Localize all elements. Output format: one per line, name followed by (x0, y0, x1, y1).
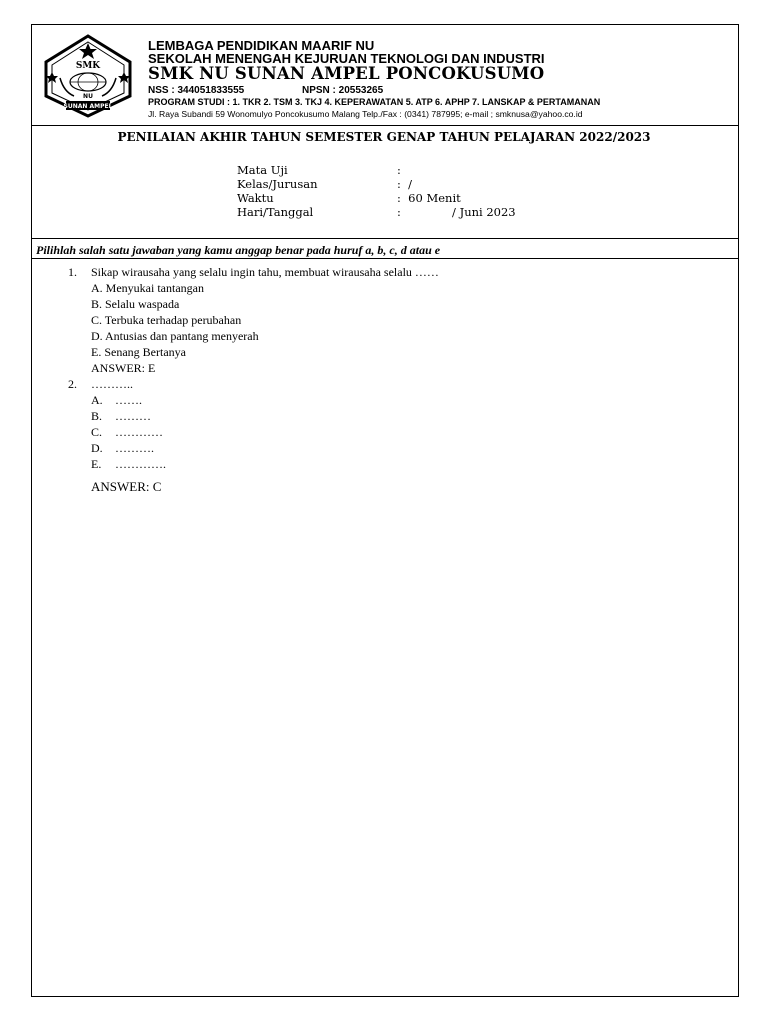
option-text-e: …………. (115, 457, 166, 471)
option-d: D. Antusias dan pantang menyerah (91, 329, 259, 343)
option-c: C. Terbuka terhadap perubahan (91, 313, 242, 327)
school-logo (42, 34, 134, 118)
answer-key: ANSWER: C (91, 479, 162, 494)
option-text-a: ……. (115, 393, 142, 407)
field-label-subject: Mata Uji (237, 163, 288, 177)
exam-title: PENILAIAN AKHIR TAHUN SEMESTER GENAP TAHUN PELAJARAN 2022/2023 (117, 130, 651, 144)
field-label-time: Waktu (237, 191, 274, 205)
svg-text:SMK: SMK (75, 61, 101, 71)
school-name: SMK NU SUNAN AMPEL PONCOKUSUMO (148, 64, 545, 83)
option-a: A. Menyukai tantangan (91, 281, 204, 295)
instruction-divider (31, 258, 739, 259)
field-label-date: Hari/Tanggal (237, 205, 314, 219)
option-text-c: ………… (115, 425, 163, 439)
option-b: B. Selalu waspada (91, 297, 180, 311)
option-text-d: ………. (115, 441, 154, 455)
question-text: ……….. (91, 377, 133, 391)
question-number: 2. (68, 377, 77, 391)
option-letter-c: C. (91, 425, 103, 439)
question-text: Sikap wirausaha yang selalu ingin tahu, membuat wirausaha selalu …… (91, 265, 439, 279)
option-letter-d: D. (91, 441, 103, 455)
field-label-class: Kelas/Jurusan (237, 177, 318, 191)
meta-divider (31, 238, 739, 239)
svg-text:SUNAN AMPEL: SUNAN AMPEL (63, 103, 113, 110)
nss-number: NSS : 344051833555 (148, 85, 245, 96)
page-border (31, 24, 739, 997)
option-text-b: ……… (115, 409, 151, 423)
study-programs: PROGRAM STUDI : 1. TKR 2. TSM 3. TKJ 4. KEPERAWATAN 5. ATP 6. APHP 7. LANSKAP & PERTAMANAN (148, 97, 601, 107)
npsn-number: NPSN : 20553265 (302, 85, 384, 96)
option-letter-b: B. (91, 409, 103, 423)
field-value-class: : / (397, 177, 413, 191)
school-type: SEKOLAH MENENGAH KEJURUAN TEKNOLOGI DAN INDUSTRI (148, 51, 545, 66)
option-letter-e: E. (91, 457, 102, 471)
answer-key: ANSWER: E (91, 361, 156, 375)
option-letter-a: A. (91, 393, 103, 407)
option-e: E. Senang Bertanya (91, 345, 186, 359)
institution-name: LEMBAGA PENDIDIKAN MAARIF NU (148, 38, 375, 53)
field-value-time: : 60 Menit (397, 191, 461, 205)
instruction-text: Pilihlah salah satu jawaban yang kamu anggap benar pada huruf a, b, c, d atau e (36, 243, 441, 257)
question-number: 1. (68, 265, 77, 279)
school-address: Jl. Raya Subandi 59 Wonomulyo Poncokusumo Malang Telp./Fax : (0341) 787995; e-mail ; smknusa@yahoo.co.id (148, 109, 583, 119)
field-value-date: : / Juni 2023 (397, 205, 516, 219)
field-value-subject: : (397, 163, 401, 177)
svg-text:NU: NU (83, 93, 93, 100)
header-divider (31, 125, 739, 126)
